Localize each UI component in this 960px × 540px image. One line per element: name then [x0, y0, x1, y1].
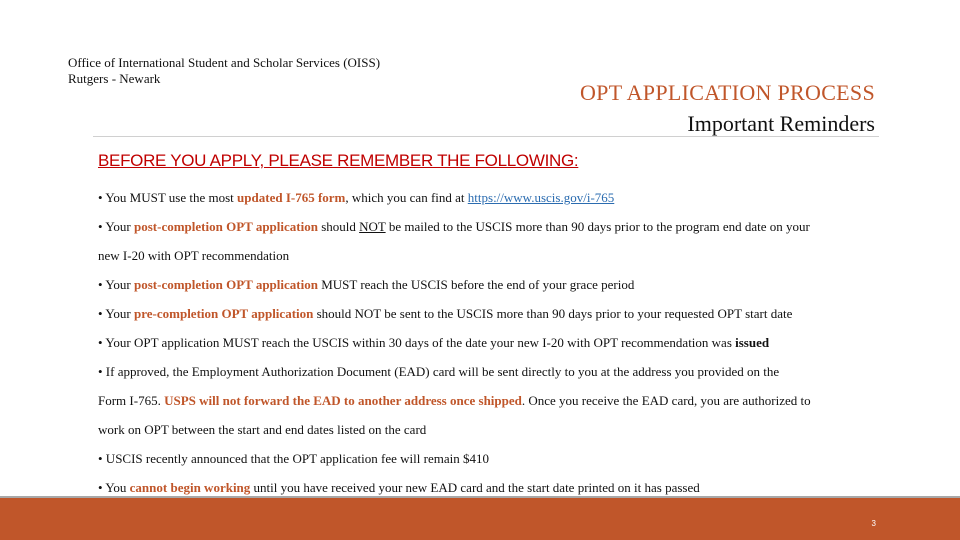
bullet-emphasis: pre-completion OPT application	[134, 306, 314, 321]
slide-subtitle: Important Reminders	[687, 111, 875, 136]
bullet-text: • You	[98, 480, 130, 495]
bullet-pre-completion-timing	[98, 299, 878, 328]
bullet-text: • If approved, the Employment Authorization Document (EAD) card will be sent directly to you at the address you provided on the	[98, 364, 780, 379]
section-heading: BEFORE YOU APPLY, PLEASE REMEMBER THE FOLLOWING:	[98, 151, 579, 170]
bullet-text: Form I-765.	[98, 393, 165, 408]
bullet-bold: issued	[735, 335, 770, 350]
bullet-ead-delivery	[98, 357, 878, 444]
page-number: 3	[871, 519, 876, 528]
bullet-post-completion-timing	[98, 212, 878, 270]
bullet-text: should	[317, 219, 360, 234]
bullet-updated-form	[98, 183, 878, 212]
org-line-2: Rutgers - Newark	[68, 71, 161, 86]
bullet-text: until you have received your new EAD card and the start date printed on it has passed	[250, 480, 700, 495]
bullet-emphasis: USPS will not forward the EAD to another address once shipped	[164, 393, 522, 408]
bullet-30-day-deadline	[98, 328, 878, 357]
bullet-text: • USCIS recently announced that the OPT application fee will remain $410	[98, 451, 489, 466]
footer-bar	[0, 498, 960, 540]
bullet-emphasis: post-completion OPT application	[134, 219, 318, 234]
bullet-emphasis: updated I-765 form	[237, 190, 346, 205]
bullet-continuation: new I-20 with OPT recommendation	[98, 248, 290, 263]
uscis-form-link[interactable]: https://www.uscis.gov/i-765	[467, 190, 615, 205]
bullet-text: • You MUST use the most	[98, 190, 238, 205]
reminder-list	[98, 183, 878, 502]
bullet-text: MUST reach the USCIS before the end of your grace period	[317, 277, 635, 292]
bullet-text: should NOT be sent to the USCIS more than 90 days prior to your requested OPT start date	[313, 306, 793, 321]
org-line-1: Office of International Student and Scholar Services (OISS)	[68, 55, 381, 70]
organization-name	[68, 55, 380, 87]
bullet-continuation: work on OPT between the start and end dates listed on the card	[98, 422, 427, 437]
bullet-application-fee	[98, 444, 878, 473]
bullet-text: be mailed to the USCIS more than 90 days prior to the program end date on your	[385, 219, 810, 234]
bullet-emphasis: post-completion OPT application	[134, 277, 318, 292]
bullet-underline: NOT	[359, 219, 386, 234]
bullet-text: • Your	[98, 219, 134, 234]
bullet-text: , which you can find at	[345, 190, 468, 205]
bullet-text: • Your	[98, 306, 134, 321]
title-divider	[93, 136, 879, 137]
slide-title: OPT APPLICATION PROCESS	[579, 80, 875, 105]
bullet-text: . Once you receive the EAD card, you are authorized to	[521, 393, 811, 408]
bullet-text: • Your	[98, 277, 134, 292]
bullet-text: • Your OPT application MUST reach the USCIS within 30 days of the date your new I-20 with OPT recommendation was	[98, 335, 736, 350]
bullet-grace-period	[98, 270, 878, 299]
bullet-emphasis: cannot begin working	[129, 480, 251, 495]
